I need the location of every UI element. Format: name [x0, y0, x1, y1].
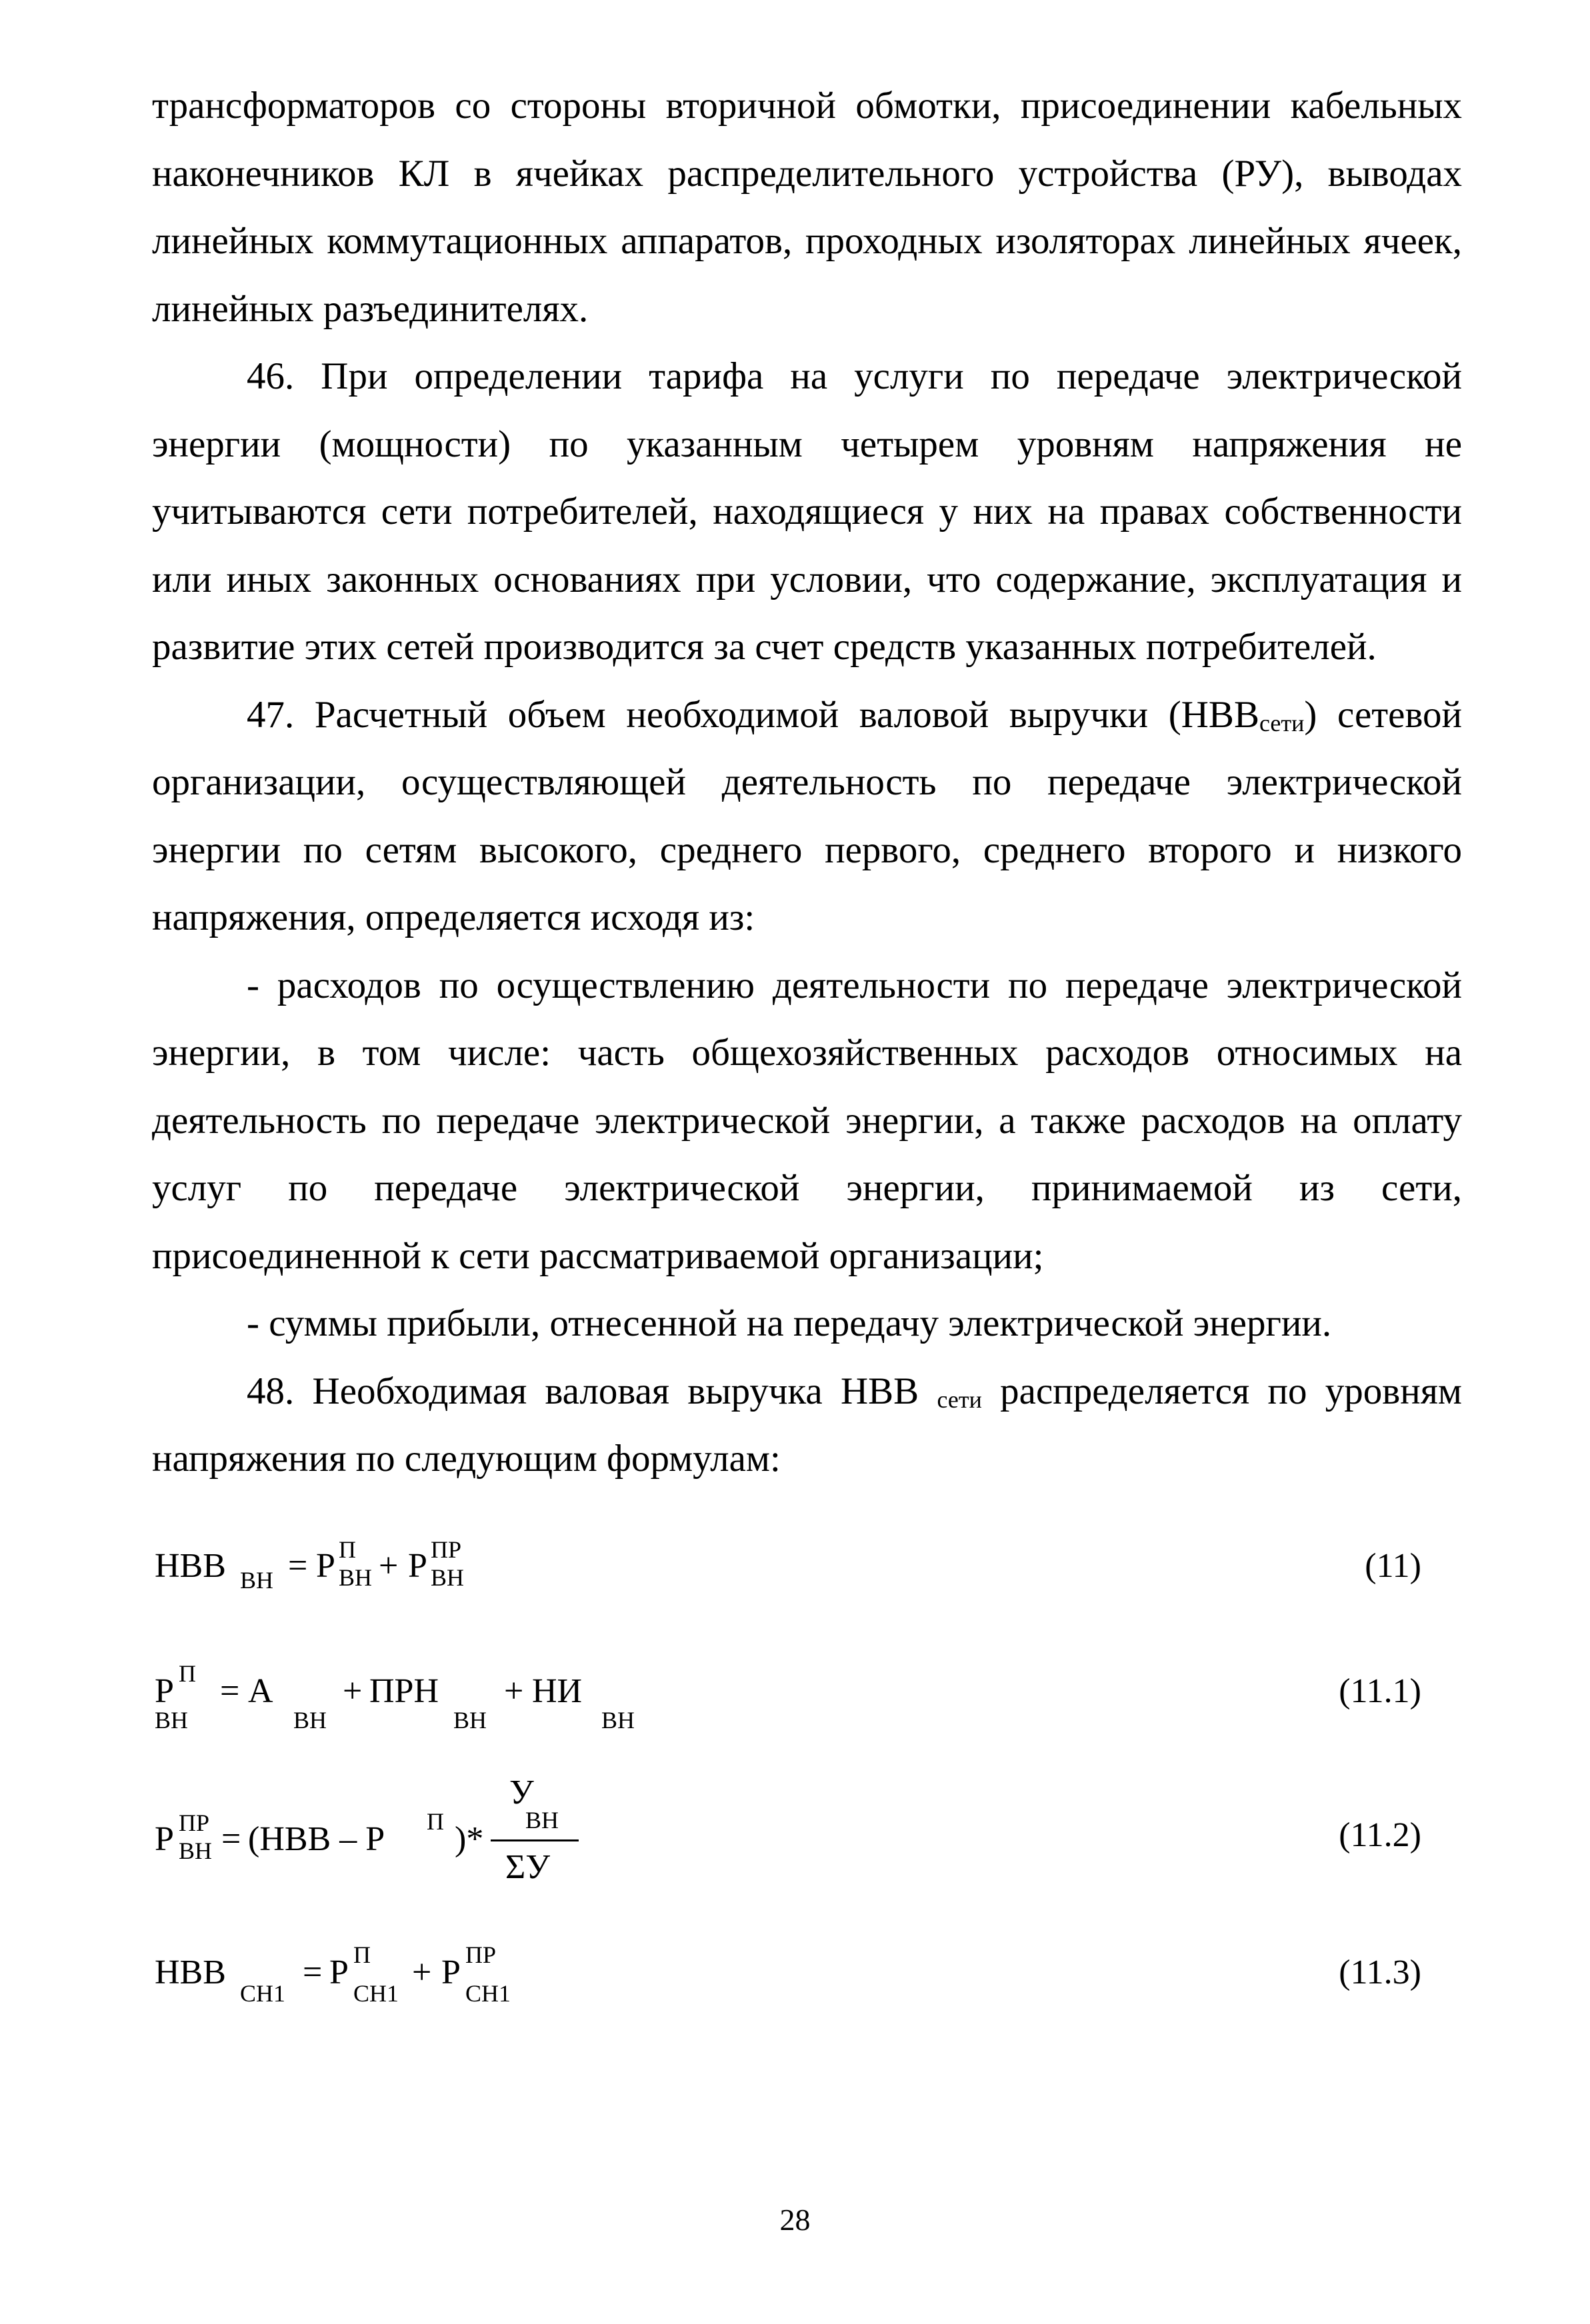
formula-11-2-number: (11.2): [1339, 1816, 1421, 1854]
f113-eq: =: [303, 1953, 323, 1991]
f112-close: )*: [455, 1820, 484, 1858]
f111-prn: ПРН: [369, 1672, 439, 1710]
p48-text-b: распределяется по уровням напряжения по следующим формулам:: [152, 1370, 1462, 1480]
p48-subscript: сети: [937, 1386, 982, 1413]
p47-text-b: ) сетевой организации, осуществляющей деятельность по передаче электрической энергии по сетям высокого, среднего первого, среднего второго и низкого напряжения, определяется исходя из:: [152, 693, 1463, 938]
f113-p1: P: [329, 1953, 349, 1991]
paragraph-48: [152, 1358, 1462, 1493]
f112-u-sub-vn: ВН: [525, 1807, 559, 1833]
f111-sub-vn-2: ВН: [293, 1707, 327, 1734]
f11-sub-vn-3: ВН: [431, 1564, 465, 1591]
f112-eq: =: [221, 1820, 241, 1858]
f11-nvv: НВВ: [155, 1547, 226, 1585]
f113-sub-sn1: СН1: [240, 1980, 286, 2007]
formula-11-2: [155, 1773, 1421, 1919]
formula-11: [155, 1536, 1421, 1646]
body-text: [152, 72, 1462, 1493]
f111-a: А: [248, 1672, 273, 1710]
f113-sub-sn1-3: СН1: [465, 1980, 511, 2007]
f11-p1: P: [316, 1547, 335, 1585]
f111-plus-1: +: [343, 1672, 363, 1710]
bullet-profit: - суммы прибыли, отнесенной на передачу электрической энергии.: [247, 1302, 1332, 1344]
f111-sub-vn-3: ВН: [453, 1707, 487, 1734]
f112-sup-pr: ПР: [179, 1809, 210, 1836]
f111-sup-p: П: [179, 1660, 196, 1687]
f113-plus: +: [412, 1953, 432, 1991]
p47-subscript: сети: [1259, 709, 1305, 736]
paragraph-46: 46. При определении тарифа на услуги по передаче электрической энергии (мощности) по указанным четырем уровням напряжения не учитываются сети потребителей, находящиеся у них на правах собственности или иных законных основаниях при условии, что содержание, эксплуатация и развитие этих сетей производится за счет средств указанных потребителей.: [152, 355, 1462, 668]
paragraph-continuation: трансформаторов со стороны вторичной обмотки, присоединении кабельных наконечников КЛ в ячейках распределительного устройства (РУ), выводах линейных коммутационных аппаратов, проходных изоляторах линейных ячеек, линейных разъединителях.: [152, 85, 1462, 330]
f112-sub-vn: ВН: [179, 1837, 213, 1864]
f11-sup-p: П: [339, 1536, 356, 1563]
formula-11-3-number: (11.3): [1339, 1953, 1421, 1991]
f111-sub-vn-4: ВН: [601, 1707, 635, 1734]
formula-11-number: (11): [1365, 1547, 1421, 1585]
bullet-expenses: - расходов по осуществлению деятельности по передаче электрической энергии, в том числе: часть общехозяйственных расходов относимых на деятельность по передаче электрической энергии, а также расходов на оплату услуг по передаче электрической энергии, принимаемой из сети, присоединенной к сети рассматриваемой организации;: [152, 964, 1462, 1277]
f113-sup-pr: ПР: [465, 1941, 497, 1968]
f111-ni: НИ: [532, 1672, 583, 1710]
formula-11-1: [155, 1660, 1421, 1771]
f111-sub-vn-1: ВН: [155, 1707, 189, 1734]
f111-p: P: [155, 1672, 174, 1710]
formula-11-3: [155, 1941, 1421, 2053]
p48-text-a: 48. Необходимая валовая выручка НВВ: [247, 1370, 937, 1412]
f11-sup-pr: ПР: [431, 1536, 462, 1563]
f11-eq: =: [288, 1547, 308, 1585]
f112-paren: (НВВ – P: [248, 1820, 385, 1858]
f112-sup-p: П: [427, 1808, 444, 1835]
f112-p: P: [155, 1820, 174, 1858]
f112-fraction-line: [491, 1839, 579, 1841]
f112-sum-u: ΣУ: [505, 1848, 551, 1886]
f113-sub-sn1-2: СН1: [353, 1980, 399, 2007]
p47-text-a: 47. Расчетный объем необходимой валовой выручки (НВВ: [247, 693, 1259, 736]
f11-sub-vn-2: ВН: [339, 1564, 373, 1591]
f11-plus: +: [379, 1547, 399, 1585]
f113-sup-p: П: [353, 1941, 371, 1968]
f11-p2: P: [408, 1547, 427, 1585]
formula-11-1-number: (11.1): [1339, 1672, 1421, 1710]
page-number: 28: [779, 2203, 811, 2237]
f113-p2: P: [441, 1953, 461, 1991]
paragraph-47: [152, 681, 1462, 952]
f111-eq: =: [220, 1672, 240, 1710]
f111-plus-2: +: [504, 1672, 524, 1710]
f112-u: У: [509, 1773, 534, 1811]
f11-sub-vn: ВН: [240, 1567, 274, 1594]
f113-nvv: НВВ: [155, 1953, 226, 1991]
